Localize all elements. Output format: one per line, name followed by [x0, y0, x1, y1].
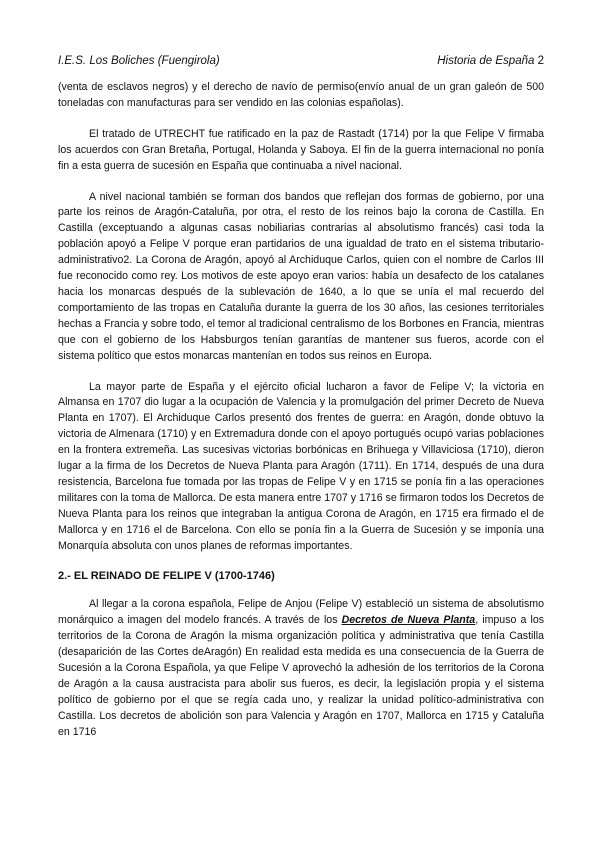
- page-number: 2: [537, 55, 544, 67]
- paragraph-continuation: (venta de esclavos negros) y el derecho de navío de permiso(envío anual de un gran galeón de 500 toneladas con manufacturas para ser vendido en las colonias españolas).: [58, 81, 544, 109]
- paragraph-felipe-v: [58, 597, 544, 740]
- decretos-emphasis: Decretos de Nueva Planta: [341, 614, 476, 627]
- header-subject: [437, 54, 544, 68]
- section-heading: 2.- EL REINADO DE FELIPE V (1700-1746): [58, 570, 275, 583]
- document-page: [58, 54, 544, 756]
- paragraph-utrecht: El tratado de UTRECHT fue ratificado en la paz de Rastadt (1714) por la que Felipe V firmaba los acuerdos con Gran Bretaña, Portugal, Holanda y Saboya. El fin de la guerra internacional no ponía fin a esta guerra de sucesión en España que continuaba a nivel nacional.: [58, 127, 544, 172]
- paragraph-war-course: La mayor parte de España y el ejército oficial lucharon a favor de Felipe V; la victoria en Almansa en 1707 dio lugar a la ocupación de Valencia y la promulgación del primer Decreto de Nueva Planta en 1707). El Archiduque Carlos presentó dos frentes de guerra: en Aragón, donde obtuvo la victoria de Almenara (1710) y en Extremadura donde con el apoyo portugués ocupó varias poblaciones en la frontera extremeña. Las sucesivas victorias borbónicas en Brihuega y Villaviciosa (1710), dieron lugar a la firma de los Decretos de Nueva Planta para Aragón (1711). En 1714, después de una dura resistencia, Barcelona fue tomada por las tropas de Felipe V y en 1715 se ponía fin a las operaciones militares con la toma de Mallorca. De esta manera entre 1707 y 1716 se firmaron todos los Decretos de Nueva Planta para los reinos que integraban la antigua Corona de Aragón, en 1715 era firmado el de Mallorca y en 1716 el de Barcelona. Con ello se ponía fin a la Guerra de Sucesión y se imponía una Monarquía absoluta con unos planes de reformas importantes.: [58, 380, 544, 552]
- header-subject-title: Historia de España: [437, 55, 535, 67]
- header-school: I.E.S. Los Boliches (Fuengirola): [58, 55, 220, 67]
- paragraph-felipe-v-body: , impuso a los territorios de la Corona de Aragón la misma organización política y administrativa que tenía Castilla (desaparición de las Cortes deAragón) En realidad esta medida es una consecuencia de la Guerra de Sucesión a la Corona Española, ya que Felipe V aprovechó la adhesión de los territorios de la Corona de Aragón a la causa austracista para abolir sus fueros, es decir, la legislación propia y el sistema político de gobierno por el que se regía cada uno, y realizar la unidad político-administrativa con Castilla. Los decretos de abolición son para Valencia y Aragón en 1707, Mallorca en 1715 y Cataluña en 1716: [58, 614, 545, 738]
- page-header: [58, 54, 544, 68]
- paragraph-national-sides: A nivel nacional también se forman dos bandos que reflejan dos formas de gobierno, por una parte los reinos de Aragón-Cataluña, por otra, el resto de los reinos bajo la corona de Castilla. En Castilla (exceptuando a algunas casas nobiliarias contrarias al absolutismo francés) casi toda la población apoyó a Felipe V porque eran partidarios de una igualdad de trato en el sistema tributario-administrativo2. La Corona de Aragón, apoyó al Archiduque Carlos, quien con el nombre de Carlos III fue reconocido como rey. Los motivos de este apoyo eran varios: había un desafecto de los catalanes hacia los monarcas después de la sublevación de 1640, a lo que se unía el mal recuerdo del comportamiento de las tropas en Cataluña durante la guerra de los 30 años, las cesiones territoriales hechas a Francia y sobre todo, el temor al tradicional centralismo de los Borbones en Francia, mientras que con el gobierno de los Habsburgos tenían garantías de mantener sus fueros, acorde con el sistema político que estos monarcas mantenían en todos sus reinos en Europa.: [58, 190, 544, 362]
- paragraph-felipe-v-intro: Al llegar a la corona española, Felipe de Anjou (Felipe V) estableció un sistema de absolutismo monárquico a imagen del modelo francés. A través de los: [58, 598, 544, 627]
